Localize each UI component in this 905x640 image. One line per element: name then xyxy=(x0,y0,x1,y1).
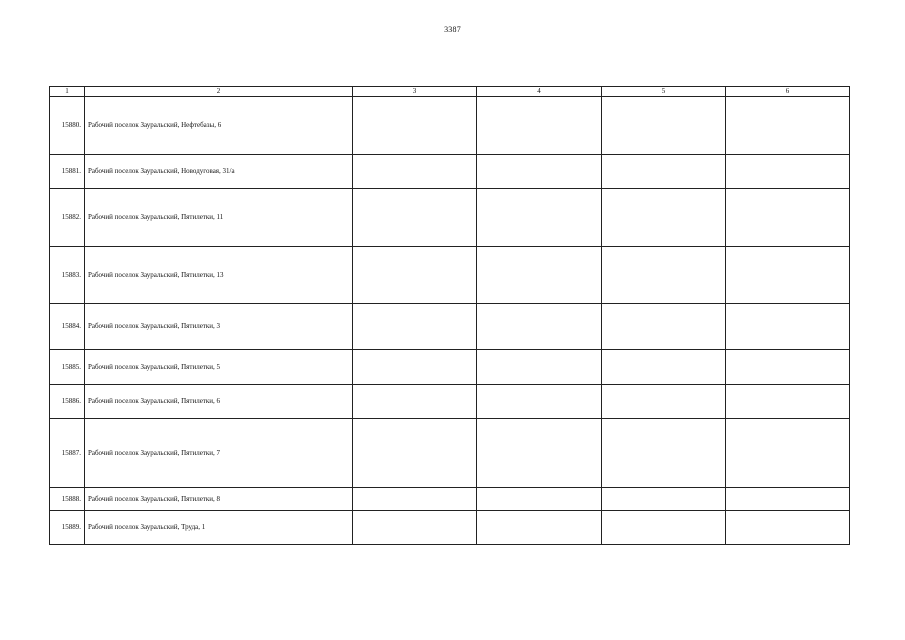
row-address: Рабочий поселок Зауральский, Пятилетки, 3 xyxy=(85,304,353,350)
table-row xyxy=(50,247,850,304)
row-cell-3 xyxy=(353,97,477,155)
row-cell-5 xyxy=(602,97,726,155)
row-number: 15883. xyxy=(50,247,85,304)
row-cell-6 xyxy=(726,97,850,155)
table-row xyxy=(50,304,850,350)
row-cell-6 xyxy=(726,488,850,511)
row-cell-6 xyxy=(726,511,850,545)
row-cell-5 xyxy=(602,419,726,488)
row-cell-4 xyxy=(477,511,602,545)
row-cell-4 xyxy=(477,350,602,385)
row-number: 15884. xyxy=(50,304,85,350)
table-row xyxy=(50,419,850,488)
row-cell-4 xyxy=(477,247,602,304)
row-address: Рабочий поселок Зауральский, Труда, 1 xyxy=(85,511,353,545)
row-cell-5 xyxy=(602,350,726,385)
row-cell-3 xyxy=(353,488,477,511)
row-cell-3 xyxy=(353,419,477,488)
register-table xyxy=(49,86,850,545)
row-cell-6 xyxy=(726,419,850,488)
row-number: 15880. xyxy=(50,97,85,155)
row-cell-4 xyxy=(477,155,602,189)
row-number: 15882. xyxy=(50,189,85,247)
table-row xyxy=(50,155,850,189)
row-address: Рабочий поселок Зауральский, Нефтебазы, 6 xyxy=(85,97,353,155)
table-row xyxy=(50,488,850,511)
row-address: Рабочий поселок Зауральский, Пятилетки, 8 xyxy=(85,488,353,511)
row-cell-6 xyxy=(726,350,850,385)
table-row xyxy=(50,189,850,247)
row-cell-3 xyxy=(353,189,477,247)
row-number: 15888. xyxy=(50,488,85,511)
row-cell-3 xyxy=(353,155,477,189)
row-cell-5 xyxy=(602,511,726,545)
row-cell-5 xyxy=(602,488,726,511)
row-number: 15881. xyxy=(50,155,85,189)
column-header-5: 5 xyxy=(602,87,726,97)
row-cell-4 xyxy=(477,385,602,419)
row-cell-5 xyxy=(602,247,726,304)
column-header-4: 4 xyxy=(477,87,602,97)
row-cell-6 xyxy=(726,189,850,247)
column-header-1: 1 xyxy=(50,87,85,97)
table-header-row xyxy=(50,87,850,97)
column-header-6: 6 xyxy=(726,87,850,97)
row-cell-4 xyxy=(477,419,602,488)
row-cell-4 xyxy=(477,488,602,511)
row-cell-4 xyxy=(477,304,602,350)
row-cell-6 xyxy=(726,247,850,304)
table-row xyxy=(50,385,850,419)
row-cell-3 xyxy=(353,304,477,350)
row-address: Рабочий поселок Зауральский, Пятилетки, 7 xyxy=(85,419,353,488)
row-address: Рабочий поселок Зауральский, Пятилетки, 5 xyxy=(85,350,353,385)
row-address: Рабочий поселок Зауральский, Новодуговая, 31/а xyxy=(85,155,353,189)
row-cell-5 xyxy=(602,385,726,419)
row-cell-3 xyxy=(353,350,477,385)
row-cell-6 xyxy=(726,155,850,189)
row-cell-6 xyxy=(726,385,850,419)
row-number: 15886. xyxy=(50,385,85,419)
row-cell-4 xyxy=(477,189,602,247)
row-number: 15887. xyxy=(50,419,85,488)
row-cell-3 xyxy=(353,385,477,419)
row-number: 15889. xyxy=(50,511,85,545)
column-header-3: 3 xyxy=(353,87,477,97)
table-row xyxy=(50,350,850,385)
column-header-2: 2 xyxy=(85,87,353,97)
row-address: Рабочий поселок Зауральский, Пятилетки, 6 xyxy=(85,385,353,419)
row-cell-5 xyxy=(602,304,726,350)
row-cell-4 xyxy=(477,97,602,155)
row-cell-6 xyxy=(726,304,850,350)
row-address: Рабочий поселок Зауральский, Пятилетки, 13 xyxy=(85,247,353,304)
table-row xyxy=(50,511,850,545)
row-cell-3 xyxy=(353,511,477,545)
row-cell-5 xyxy=(602,155,726,189)
row-address: Рабочий поселок Зауральский, Пятилетки, 11 xyxy=(85,189,353,247)
row-cell-3 xyxy=(353,247,477,304)
row-number: 15885. xyxy=(50,350,85,385)
table-row xyxy=(50,97,850,155)
page-number: 3387 xyxy=(444,25,461,34)
row-cell-5 xyxy=(602,189,726,247)
